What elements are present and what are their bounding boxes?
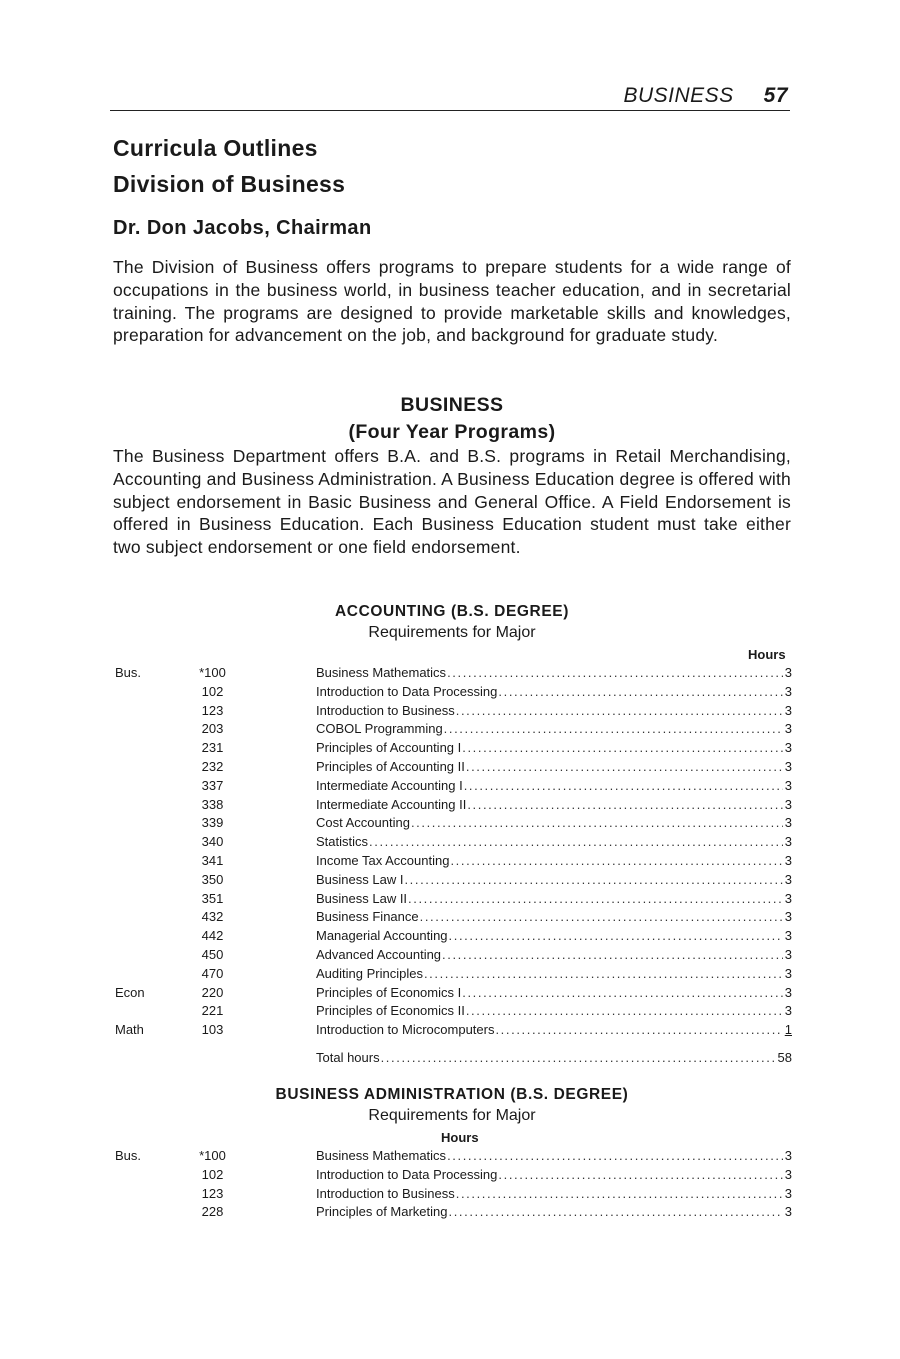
leader-dots <box>456 1185 783 1204</box>
course-hours: 3 <box>784 1185 792 1201</box>
leader-dots <box>462 739 783 758</box>
page-number: 57 <box>763 84 788 107</box>
leader-dots <box>444 720 783 739</box>
course-name: Introduction to Business <box>316 1185 455 1201</box>
course-number: 103 <box>201 1022 224 1038</box>
course-row <box>0 946 900 965</box>
course-number: 231 <box>201 740 224 756</box>
leader-dots <box>462 984 783 1003</box>
leader-dots <box>369 833 783 852</box>
accounting-hours-header: Hours <box>748 647 786 662</box>
course-row <box>0 814 900 833</box>
course-row <box>0 1147 900 1166</box>
course-hours: 3 <box>784 796 792 812</box>
leader-dots <box>456 702 783 721</box>
leader-dots <box>411 814 783 833</box>
course-dept: Bus. <box>115 1148 142 1163</box>
course-name: Income Tax Accounting <box>316 852 450 868</box>
course-row <box>0 702 900 721</box>
course-row <box>0 1166 900 1185</box>
course-name: Principles of Economics II <box>316 1003 465 1019</box>
course-number: 340 <box>201 834 224 850</box>
course-dept: Math <box>115 1022 144 1038</box>
leader-dots <box>495 1021 783 1040</box>
total-label: Total hours <box>316 1049 380 1065</box>
leader-dots <box>420 908 783 927</box>
course-row <box>0 890 900 909</box>
accounting-title: ACCOUNTING (B.S. DEGREE) <box>335 603 569 620</box>
course-name: Managerial Accounting <box>316 928 448 944</box>
course-number: 432 <box>201 909 224 925</box>
course-name: Principles of Economics I <box>316 984 462 1000</box>
course-hours: 3 <box>784 890 792 906</box>
leader-dots <box>450 852 783 871</box>
course-row <box>0 758 900 777</box>
total-hours: 58 <box>777 1049 792 1065</box>
course-row <box>0 1021 900 1040</box>
course-row <box>0 683 900 702</box>
course-row <box>0 720 900 739</box>
course-number: 351 <box>201 890 224 906</box>
leader-dots <box>442 946 783 965</box>
course-number: 341 <box>201 852 224 868</box>
course-hours: 3 <box>784 984 792 1000</box>
course-hours: 3 <box>784 946 792 962</box>
course-number: 350 <box>201 871 224 887</box>
course-number: 203 <box>201 721 224 737</box>
course-number: *100 <box>199 665 226 680</box>
course-number: 338 <box>201 796 224 812</box>
course-dept: Bus. <box>115 665 142 680</box>
course-hours: 1 <box>784 1022 792 1038</box>
leader-dots <box>449 1203 784 1222</box>
course-number: 442 <box>201 928 224 944</box>
course-hours: 3 <box>784 721 792 737</box>
course-number: 337 <box>201 777 224 793</box>
business-admin-course-table <box>0 1147 900 1222</box>
course-hours: 3 <box>784 852 792 868</box>
leader-dots <box>466 758 783 777</box>
leader-dots <box>466 1002 783 1021</box>
leader-dots <box>447 664 783 683</box>
course-row <box>0 796 900 815</box>
leader-dots <box>467 796 783 815</box>
course-row <box>0 1185 900 1204</box>
course-hours: 3 <box>784 1003 792 1019</box>
section-title <box>113 130 345 202</box>
course-number: 228 <box>201 1204 224 1220</box>
course-name: Cost Accounting <box>316 815 410 831</box>
course-name: Introduction to Microcomputers <box>316 1022 495 1038</box>
course-row <box>0 777 900 796</box>
course-hours: 3 <box>784 965 792 981</box>
business-admin-title: BUSINESS ADMINISTRATION (B.S. DEGREE) <box>275 1086 629 1103</box>
course-name: Business Law I <box>316 871 404 887</box>
course-name: Intermediate Accounting I <box>316 777 463 793</box>
course-number: 102 <box>201 1166 224 1182</box>
course-hours: 3 <box>784 758 792 774</box>
course-row <box>0 871 900 890</box>
course-hours: 3 <box>784 834 792 850</box>
course-hours: 3 <box>784 1204 792 1220</box>
leader-dots <box>464 777 783 796</box>
course-number: 102 <box>201 683 224 699</box>
course-hours: 3 <box>784 665 792 680</box>
course-number: 123 <box>201 1185 224 1201</box>
course-name: Business Mathematics <box>316 1148 447 1163</box>
course-row <box>0 739 900 758</box>
course-number: 232 <box>201 758 224 774</box>
running-head-section: BUSINESS <box>623 84 734 107</box>
accounting-subtitle: Requirements for Major <box>368 624 536 641</box>
course-hours: 3 <box>784 777 792 793</box>
course-name: Principles of Marketing <box>316 1204 448 1220</box>
course-name: Business Law II <box>316 890 408 906</box>
course-number: 221 <box>201 1003 224 1019</box>
course-row <box>0 1203 900 1222</box>
course-hours: 3 <box>784 928 792 944</box>
leader-dots <box>408 890 783 909</box>
leader-dots <box>447 1147 783 1166</box>
course-hours: 3 <box>784 1166 792 1182</box>
leader-dots <box>404 871 783 890</box>
course-name: Principles of Accounting II <box>316 758 465 774</box>
leader-dots <box>381 1046 777 1070</box>
course-hours: 3 <box>784 909 792 925</box>
course-hours: 3 <box>784 815 792 831</box>
course-hours: 3 <box>784 702 792 718</box>
course-hours: 3 <box>784 1148 792 1163</box>
course-number: 220 <box>201 984 224 1000</box>
accounting-course-table <box>0 664 900 1070</box>
course-name: Principles of Accounting I <box>316 740 462 756</box>
course-row <box>0 984 900 1003</box>
course-row <box>0 965 900 984</box>
course-number: 123 <box>201 702 224 718</box>
leader-dots <box>424 965 783 984</box>
accounting-total-row <box>0 1046 900 1070</box>
business-admin-subtitle: Requirements for Major <box>368 1107 536 1124</box>
leader-dots <box>449 927 783 946</box>
course-hours: 3 <box>784 740 792 756</box>
chairman-heading: Dr. Don Jacobs, Chairman <box>113 217 372 239</box>
course-row <box>0 664 900 683</box>
business-admin-hours-header: Hours <box>441 1130 479 1145</box>
course-name: Introduction to Data Processing <box>316 683 498 699</box>
course-row <box>0 833 900 852</box>
business-paragraph: The Business Department offers B.A. and B.S. programs in Retail Merchandising, Accounting and Business Administration. A Business Education degree is offered with subject endorsement in Basic Business and General Office. A Field Endorsement is offered in Business Education. Each Business Education student must take either two subject endorsement or one field endorsement. <box>113 446 791 558</box>
course-name: Business Mathematics <box>316 665 447 680</box>
course-name: Advanced Accounting <box>316 946 442 962</box>
header-rule <box>110 110 790 111</box>
course-row <box>0 927 900 946</box>
course-name: Intermediate Accounting II <box>316 796 467 812</box>
leader-dots <box>498 683 783 702</box>
course-name: Statistics <box>316 834 369 850</box>
course-name: Auditing Principles <box>316 965 423 981</box>
course-name: Introduction to Business <box>316 702 455 718</box>
course-name: Introduction to Data Processing <box>316 1166 498 1182</box>
business-subheading: (Four Year Programs) <box>348 421 556 443</box>
business-heading: BUSINESS <box>400 394 504 416</box>
intro-paragraph: The Division of Business offers programs to prepare students for a wide range of occupations in the business world, in business teacher education, and in secretarial training. The programs are designed to provide marketable skills and knowledges, preparation for advancement on the job, and background for graduate study. <box>113 257 791 346</box>
course-number: 470 <box>201 965 224 981</box>
course-row <box>0 908 900 927</box>
course-hours: 3 <box>784 683 792 699</box>
course-dept: Econ <box>115 984 145 1000</box>
course-row <box>0 1002 900 1021</box>
section-title-line2: Division of Business <box>113 171 346 197</box>
course-number: *100 <box>199 1148 226 1163</box>
section-title-line1: Curricula Outlines <box>113 135 318 161</box>
course-name: COBOL Programming <box>316 721 443 737</box>
course-row <box>0 852 900 871</box>
course-name: Business Finance <box>316 909 419 925</box>
course-number: 450 <box>201 946 224 962</box>
course-hours: 3 <box>784 871 792 887</box>
course-number: 339 <box>201 815 224 831</box>
running-head <box>560 84 788 108</box>
leader-dots <box>498 1166 783 1185</box>
